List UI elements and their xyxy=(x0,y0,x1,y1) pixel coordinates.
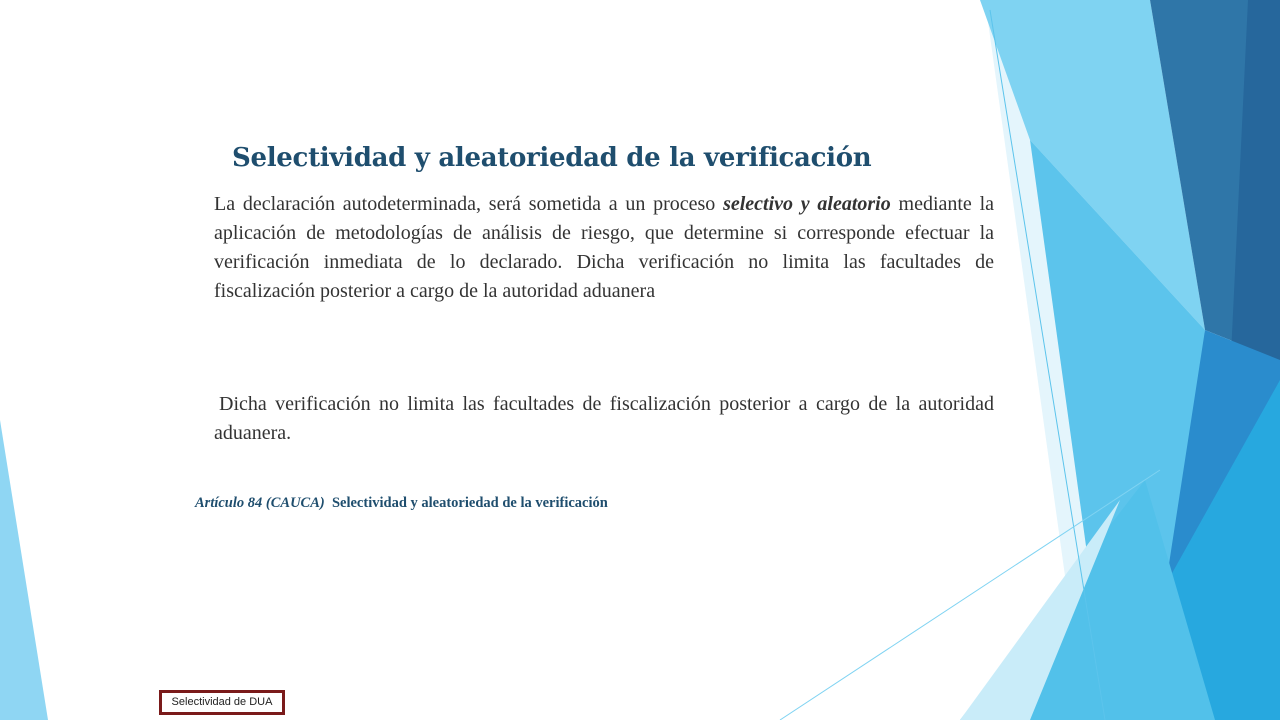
citation-article: Artículo 84 (CAUCA) xyxy=(195,495,325,511)
left-edge-shape xyxy=(0,420,48,720)
paragraph-1-text-end: mediante la aplicación de metodologías de análisis de riesgo, que determine si corresponde efectuar la verificación inmediata de lo declarado. Dicha verificación no limita las facultades de fiscalización posterior a cargo de la autoridad aduanera xyxy=(214,193,994,302)
paragraph-1-emphasis: selectivo y aleatorio xyxy=(723,193,891,215)
citation xyxy=(195,493,608,513)
citation-subject: Selectividad y aleatoriedad de la verificación xyxy=(331,495,608,511)
paragraph-1-text-start: La declaración autodeterminada, será sometida a un proceso xyxy=(214,193,724,215)
footer-label: Selectividad de DUA xyxy=(159,690,285,715)
paragraph-2 xyxy=(214,390,994,448)
slide-title: Selectividad y aleatoriedad de la verificación xyxy=(232,143,872,173)
paragraph-1 xyxy=(214,190,994,306)
paragraph-2-text: Dicha verificación no limita las facultades de fiscalización posterior a cargo de la autoridad aduanera. xyxy=(214,393,994,444)
